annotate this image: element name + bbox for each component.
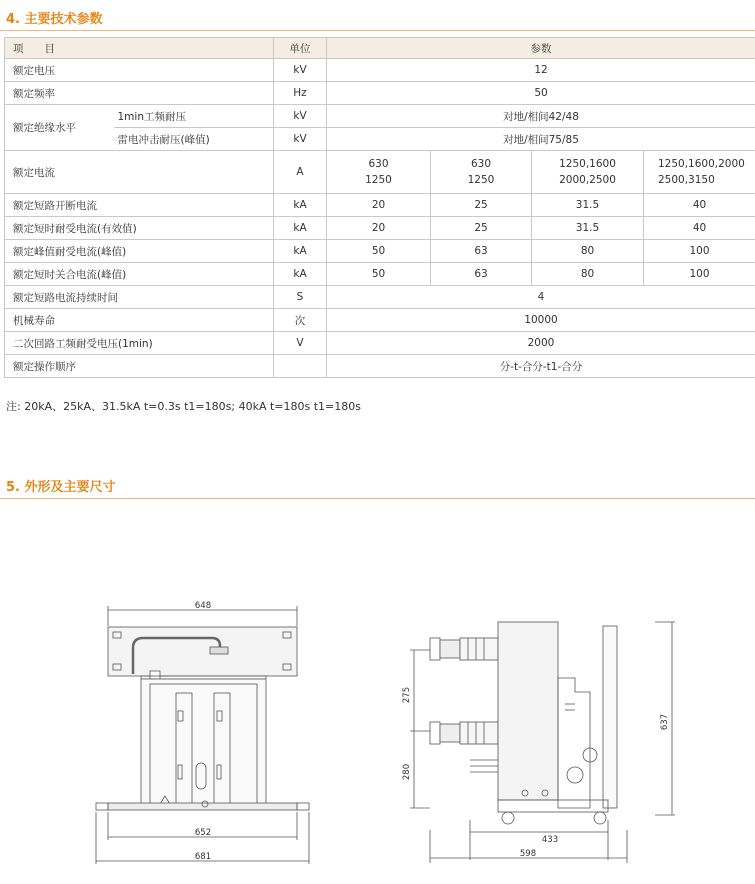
row-value: 50: [327, 82, 755, 105]
table-row: [5, 59, 755, 82]
table-row: [5, 263, 755, 286]
row-value: 对地/相间75/85: [327, 128, 755, 151]
row-unit: V: [274, 332, 327, 355]
dim-lower-height: 280: [402, 763, 412, 781]
row-label: 额定短路电流持续时间: [5, 286, 274, 309]
row-unit: 次: [274, 309, 327, 332]
row-unit: Hz: [274, 82, 327, 105]
row-unit: kV: [274, 128, 327, 151]
row-value: 12: [327, 59, 755, 82]
row-value: 25: [431, 217, 532, 240]
side-view-drawing: [390, 600, 690, 884]
dim-total-width: 598: [519, 849, 537, 859]
row-label: 额定短时耐受电流(有效值): [5, 217, 274, 240]
row-value: 20: [327, 217, 431, 240]
row-value: 对地/相间42/48: [327, 105, 755, 128]
row-value: [327, 151, 431, 194]
row-label: 额定频率: [5, 82, 274, 105]
row-unit: S: [274, 286, 327, 309]
section-4-title: 4. 主要技术参数: [6, 12, 103, 27]
value-line: 630: [368, 158, 389, 170]
row-value: [431, 151, 532, 194]
value-line: 2500,3150: [658, 174, 715, 186]
row-label: 额定电流: [5, 151, 274, 194]
row-label: 额定操作顺序: [5, 355, 274, 378]
dim-bottom-width: 681: [194, 852, 212, 862]
row-value: 20: [327, 194, 431, 217]
spec-table: [4, 37, 755, 378]
row-sublabel: 1min工频耐压: [114, 105, 274, 128]
value-line: 630: [470, 158, 492, 170]
table-row: [5, 217, 755, 240]
section-5-divider: [0, 498, 755, 499]
front-view-drawing: [0, 590, 330, 884]
row-value: 50: [327, 240, 431, 263]
section-5-title: 5. 外形及主要尺寸: [6, 480, 116, 495]
row-value: 63: [431, 263, 532, 286]
table-row: [5, 240, 755, 263]
row-label: 额定电压: [5, 59, 274, 82]
table-header-row: [5, 38, 755, 59]
row-unit: [274, 355, 327, 378]
row-label: 额定短时关合电流(峰值): [5, 263, 274, 286]
value-line: 1250: [365, 174, 392, 186]
row-value: 分-t-合分-t1-合分: [327, 355, 755, 378]
row-value: 80: [532, 240, 644, 263]
row-sublabel: 雷电冲击耐压(峰值): [114, 128, 274, 151]
table-row: [5, 105, 755, 128]
table-row: [5, 286, 755, 309]
row-value: 100: [644, 240, 755, 263]
row-value: 10000: [327, 309, 755, 332]
row-value: [644, 151, 755, 194]
row-value: 4: [327, 286, 755, 309]
row-unit: kA: [274, 194, 327, 217]
row-label: 额定峰值耐受电流(峰值): [5, 240, 274, 263]
row-value: 63: [431, 240, 532, 263]
row-unit: kA: [274, 217, 327, 240]
row-unit: kV: [274, 105, 327, 128]
row-label: 机械寿命: [5, 309, 274, 332]
section-4-divider: [0, 30, 755, 31]
table-row: [5, 309, 755, 332]
row-value: 31.5: [532, 194, 644, 217]
row-unit: kV: [274, 59, 327, 82]
row-value: 25: [431, 194, 532, 217]
dim-mid-width: 652: [194, 828, 212, 838]
table-row: [5, 194, 755, 217]
header-unit: 单位: [274, 38, 327, 59]
dim-inner-width: 433: [541, 835, 559, 845]
table-note: 注: 20kA、25kA、31.5kA t=0.3s t1=180s; 40kA t=180s t1=180s: [6, 400, 361, 413]
row-label: 额定短路开断电流: [5, 194, 274, 217]
value-line: 2000,2500: [559, 174, 616, 186]
row-unit: kA: [274, 240, 327, 263]
row-value: 31.5: [532, 217, 644, 240]
row-value: 100: [644, 263, 755, 286]
value-line: 1250,1600: [559, 158, 616, 170]
value-line: 1250: [467, 174, 495, 186]
dim-total-height: 637: [660, 713, 670, 731]
row-value: [532, 151, 644, 194]
row-unit: A: [274, 151, 327, 194]
row-value: 40: [644, 194, 755, 217]
dim-upper-height: 275: [402, 686, 412, 704]
table-row: [5, 151, 755, 194]
row-value: 40: [644, 217, 755, 240]
row-value: 2000: [327, 332, 755, 355]
row-unit: kA: [274, 263, 327, 286]
row-label: 二次回路工频耐受电压(1min): [5, 332, 274, 355]
table-row: [5, 82, 755, 105]
value-line: 1250,1600,2000: [658, 158, 745, 170]
header-item: 项 目: [5, 38, 274, 59]
dim-top-width: 648: [194, 601, 212, 611]
table-row: [5, 355, 755, 378]
table-row: [5, 332, 755, 355]
row-value: 50: [327, 263, 431, 286]
row-value: 80: [532, 263, 644, 286]
row-label: 额定绝缘水平: [5, 105, 114, 151]
table-row: [5, 128, 755, 151]
header-params: 参数: [327, 38, 755, 59]
